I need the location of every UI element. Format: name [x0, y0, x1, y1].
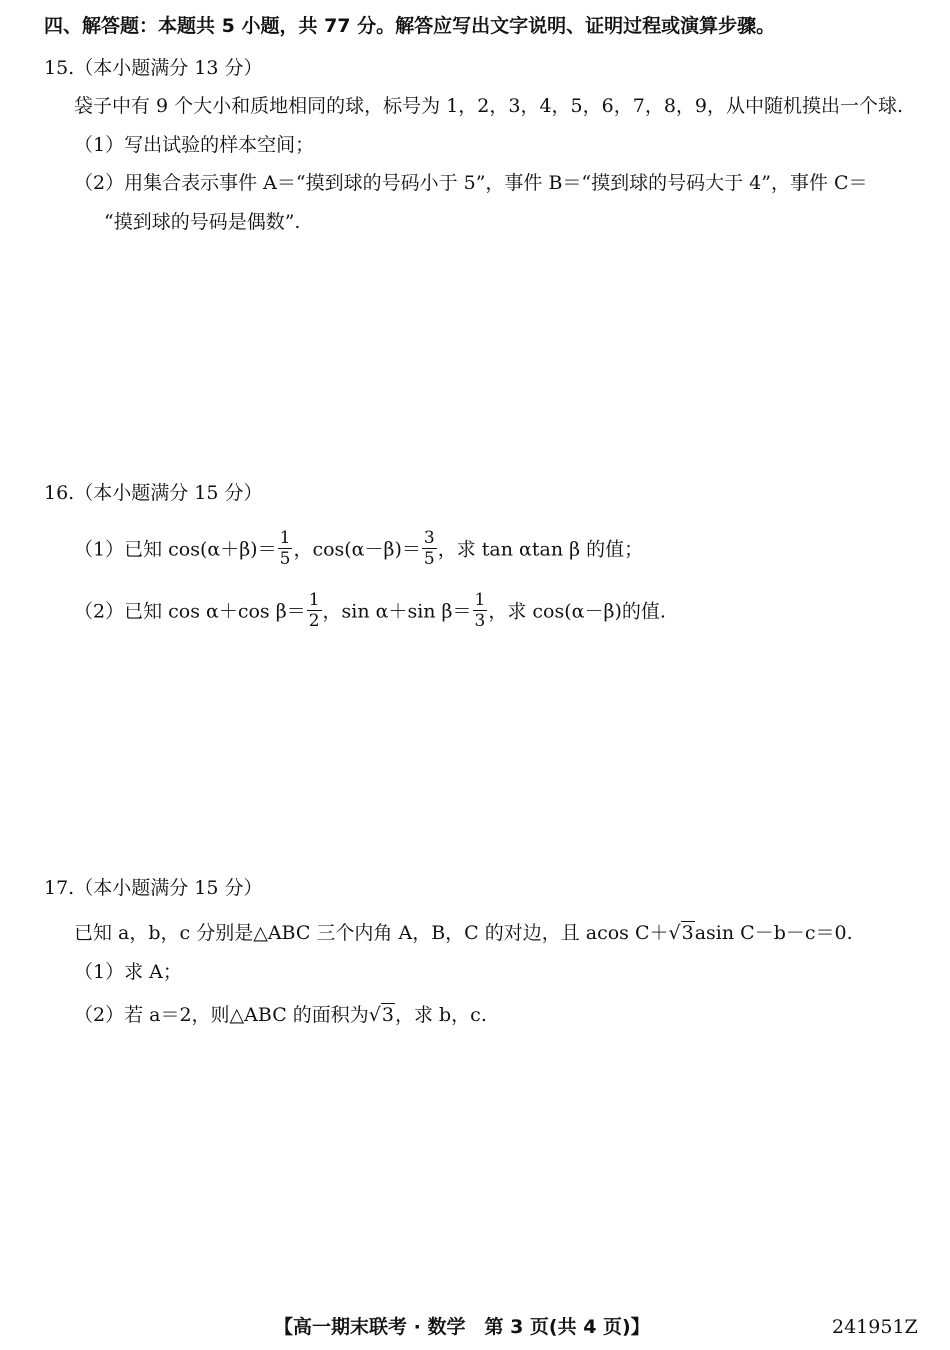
fraction-denominator: 5	[423, 549, 435, 569]
q17-intro	[74, 921, 853, 945]
q17-intro-lead: 已知 a，b，c 分别是△ABC 三个内角 A，B，C 的对边，且 acos C＋	[74, 922, 669, 944]
q17-part1: （1）求 A；	[74, 961, 182, 983]
page-footer: 【高一期末联考 · 数学 第 3 页(共 4 页)】	[274, 1316, 650, 1338]
radicand: 3	[681, 922, 694, 944]
q16-p1-lead: （1）已知 cos(α＋β)＝	[74, 538, 277, 561]
fraction-denominator: 2	[308, 611, 320, 631]
q17-part2	[74, 1003, 487, 1027]
fraction	[307, 590, 322, 631]
q17-part2-lead: （2）若 a＝2，则△ABC 的面积为	[74, 1004, 369, 1026]
square-root: √3	[368, 1004, 394, 1026]
fraction-numerator: 1	[308, 590, 320, 610]
q17-header: 17.（本小题满分 15 分）	[44, 877, 263, 899]
fraction-numerator: 1	[474, 590, 486, 610]
q16-p2-lead: （2）已知 cos α＋cos β＝	[74, 600, 306, 623]
q16-p1-tail: ，求 tan αtan β 的值；	[437, 538, 644, 561]
q15-part2-line1: （2）用集合表示事件 A＝“摸到球的号码小于 5”，事件 B＝“摸到球的号码大于 4”，事件 C＝	[74, 172, 868, 194]
fraction-numerator: 1	[279, 528, 291, 548]
q16-p2-tail: ，求 cos(α－β)的值.	[488, 600, 666, 623]
q17-intro-tail: asin C－b－c＝0.	[694, 922, 853, 944]
square-root: √3	[668, 922, 694, 944]
q16-part1	[74, 530, 643, 571]
q16-part2	[74, 592, 666, 633]
q16-header: 16.（本小题满分 15 分）	[44, 482, 263, 504]
q15-header: 15.（本小题满分 13 分）	[44, 57, 263, 79]
q15-part1: （1）写出试验的样本空间；	[74, 134, 315, 156]
q15-part2-line2: “摸到球的号码是偶数”.	[104, 211, 301, 233]
q16-p1-mid: ，cos(α－β)＝	[293, 538, 421, 561]
fraction-denominator: 5	[279, 549, 291, 569]
q17-part2-tail: ，求 b，c.	[394, 1004, 487, 1026]
q16-p2-mid: ，sin α＋sin β＝	[322, 600, 472, 623]
fraction	[473, 590, 488, 631]
fraction-denominator: 3	[474, 611, 486, 631]
section-heading: 四、解答题：本题共 5 小题，共 77 分。解答应写出文字说明、证明过程或演算步骤。	[44, 15, 776, 37]
fraction	[422, 528, 437, 569]
radicand: 3	[381, 1004, 394, 1026]
exam-code: 241951Z	[832, 1316, 918, 1338]
q15-intro: 袋子中有 9 个大小和质地相同的球，标号为 1，2，3，4，5，6，7，8，9，从中随机摸出一个球.	[74, 95, 904, 117]
fraction-numerator: 3	[423, 528, 435, 548]
fraction	[278, 528, 293, 569]
